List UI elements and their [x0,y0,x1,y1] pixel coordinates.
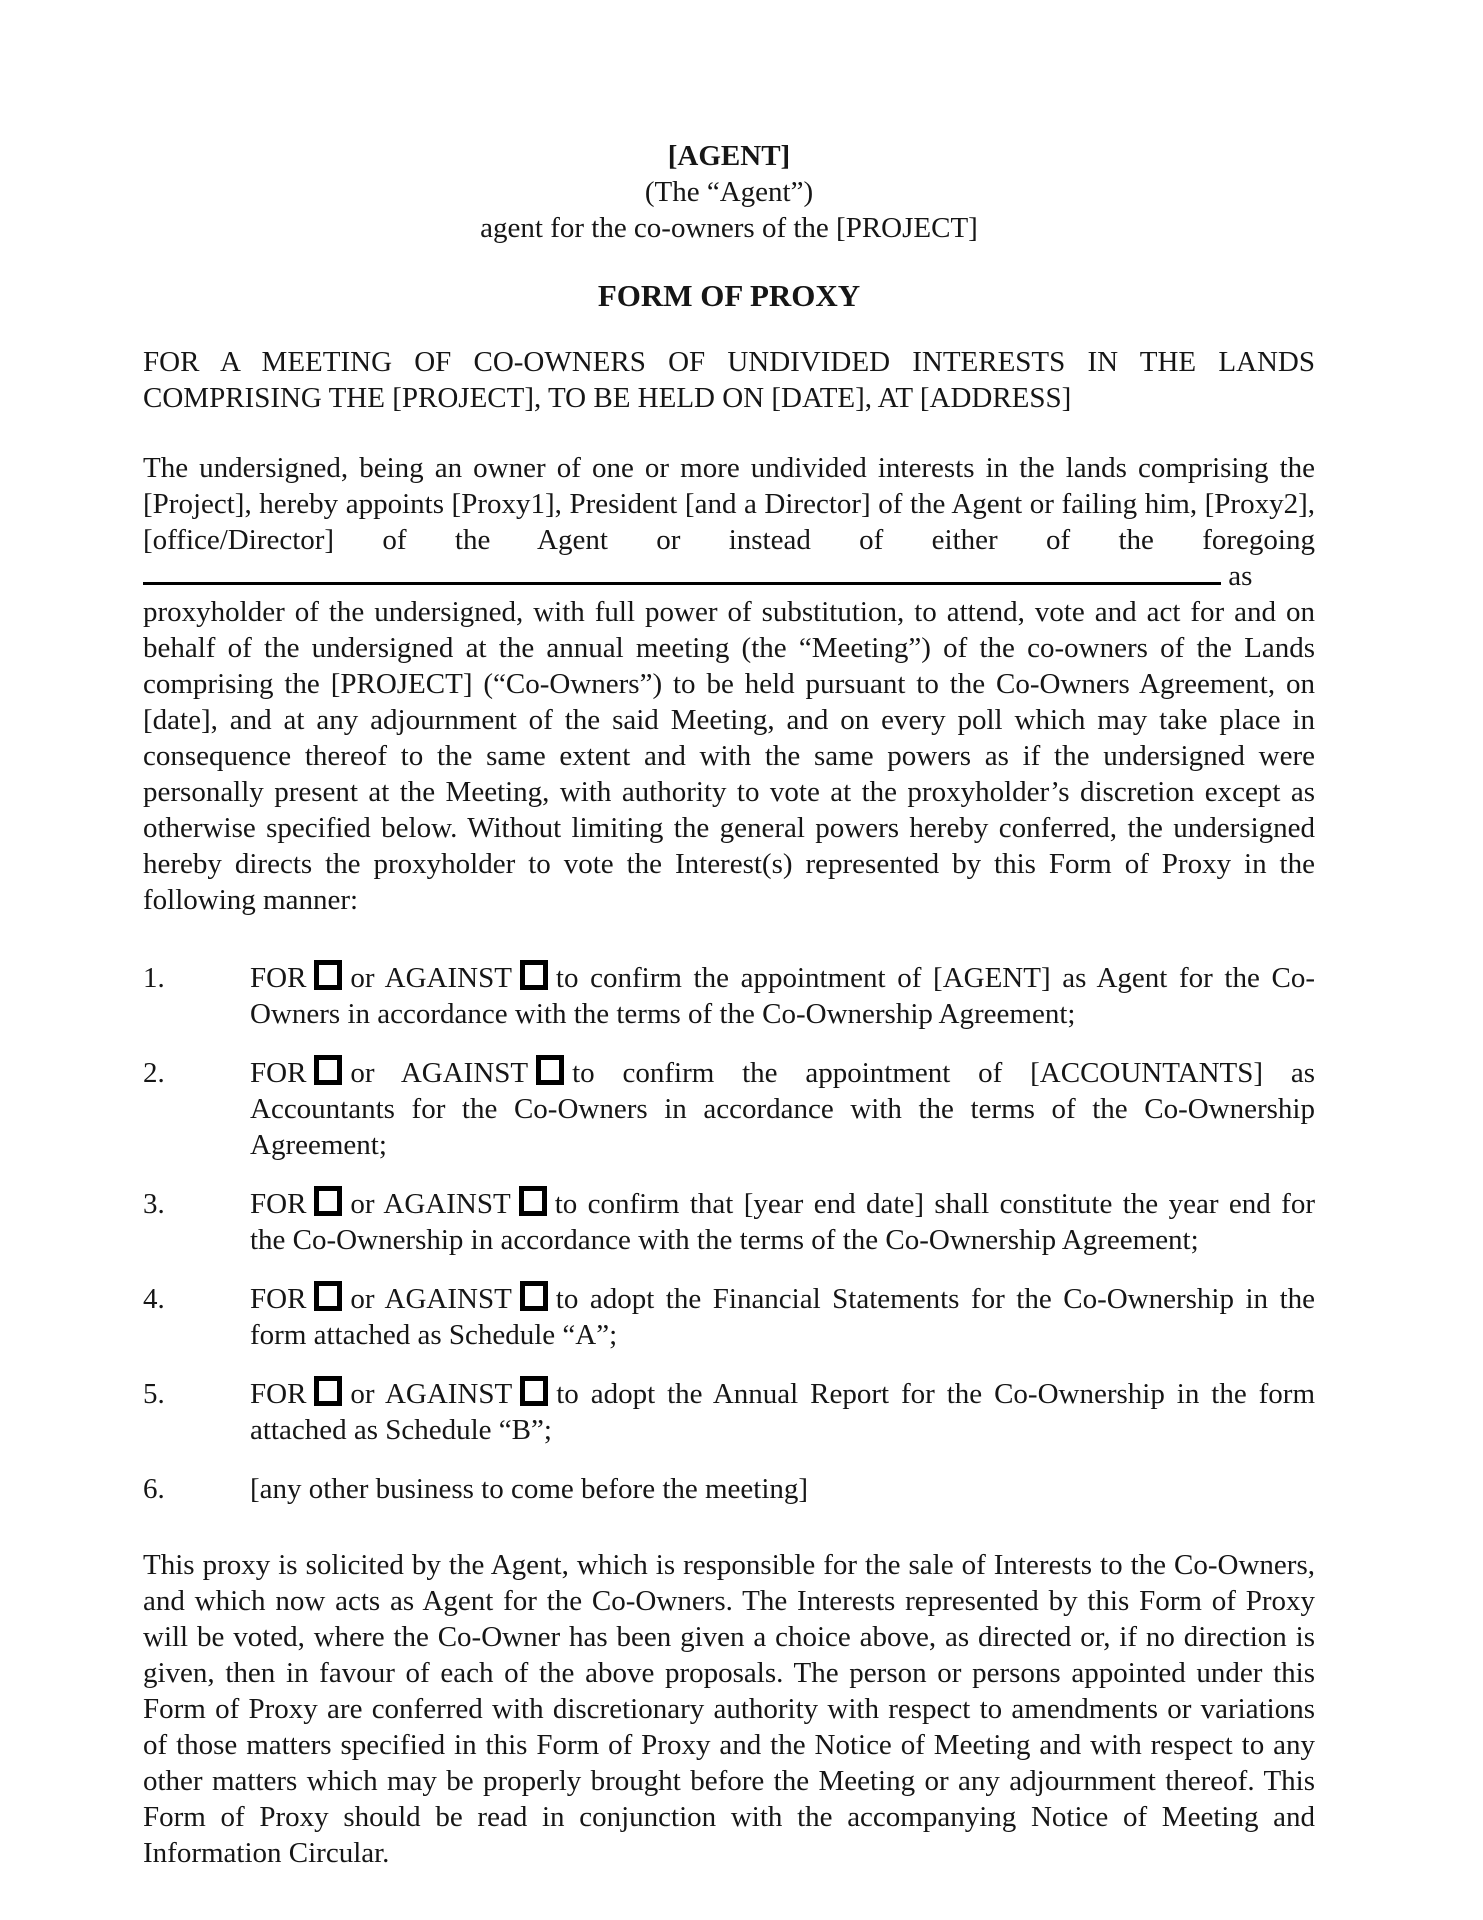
resolution-number: 5. [143,1378,165,1410]
resolution-item-1 [143,960,1315,1032]
against-checkbox[interactable] [520,960,548,990]
resolution-number: 1. [143,962,165,994]
appointment-lead-paragraph: The undersigned, being an owner of one or more undivided interests in the lands comprising the [Project], hereby appoints [Proxy1], President [and a Director] of the Agent or failing him, [Proxy2], [office/Director] of the Agent or instead of either of the foregoing [143,452,1315,556]
agent-role: agent for the co-owners of the [PROJECT] [480,212,978,244]
against-label: AGAINST [400,1057,529,1089]
against-label: AGAINST [384,1378,513,1410]
for-label: FOR [250,1378,307,1410]
resolution-text: [any other business to come before the meeting] [250,1473,809,1505]
resolution-text: to confirm the appointment of [AGENT] as Agent for the Co-Owners in accordance with the terms of the Co-Ownership Agreement; [250,962,1315,1030]
or-label: or [350,1057,375,1089]
resolution-text: to adopt the Financial Statements for the Co-Ownership in the form attached as Schedule “A”; [250,1283,1315,1351]
resolution-item-2 [143,1055,1315,1163]
against-checkbox[interactable] [536,1055,564,1085]
for-checkbox[interactable] [314,1186,342,1216]
or-label: or [350,1283,375,1315]
resolution-number: 3. [143,1188,165,1220]
appointment-body-paragraph: proxyholder of the undersigned, with full power of substitution, to attend, vote and act for and on behalf of the undersigned at the annual meeting (the “Meeting”) of the co-owners of the Lands comprising the [PROJECT] (“Co-Owners”) to be held pursuant to the Co-Owners Agreement, on [date], and at any adjournment of the said Meeting, and on every poll which may take place in consequence thereof to the same extent and with the same powers as if the undersigned were personally present at the Meeting, with authority to vote at the proxyholder’s discretion except as otherwise specified below. Without limiting the general powers hereby conferred, the undersigned hereby directs the proxyholder to vote the Interest(s) represented by this Form of Proxy in the following manner: [143,596,1315,916]
for-checkbox[interactable] [314,960,342,990]
resolution-text: to confirm the appointment of [ACCOUNTANTS] as Accountants for the Co-Owners in accordance with the terms of the Co-Ownership Agreement; [250,1057,1316,1161]
or-label: or [350,1188,375,1220]
meeting-notice: FOR A MEETING OF CO-OWNERS OF UNDIVIDED INTERESTS IN THE LANDS COMPRISING THE [PROJECT], TO BE HELD ON [DATE], AT [ADDRESS] [143,346,1315,414]
resolution-item-6 [143,1471,1315,1507]
against-label: AGAINST [383,1188,511,1220]
agent-name: [AGENT] [667,140,791,172]
against-checkbox[interactable] [520,1281,548,1311]
agent-alias: (The “Agent”) [644,176,814,208]
proxyholder-name-blank[interactable] [143,581,1221,585]
against-label: AGAINST [384,962,512,994]
resolutions-list [143,960,1315,1507]
for-label: FOR [250,962,307,994]
resolution-number: 6. [143,1473,165,1505]
resolution-item-5 [143,1376,1315,1448]
or-label: or [350,1378,375,1410]
page-title: FORM OF PROXY [597,278,861,313]
resolution-text: to adopt the Annual Report for the Co-Ownership in the form attached as Schedule “B”; [250,1378,1315,1446]
blank-suffix-label: as [1228,560,1253,592]
against-label: AGAINST [384,1283,512,1315]
for-checkbox[interactable] [314,1055,342,1085]
resolution-text: to confirm that [year end date] shall constitute the year end for the Co-Ownership in accordance with the terms of the Co-Ownership Agreement; [250,1188,1315,1256]
resolution-number: 2. [143,1057,165,1089]
resolution-number: 4. [143,1283,165,1315]
resolution-item-4 [143,1281,1315,1353]
for-label: FOR [250,1188,307,1220]
proxyholder-name-row [143,558,1315,594]
against-checkbox[interactable] [520,1376,548,1406]
for-label: FOR [250,1057,307,1089]
document-header [143,138,1315,246]
against-checkbox[interactable] [519,1186,547,1216]
solicitation-paragraph: This proxy is solicited by the Agent, which is responsible for the sale of Interests to the Co-Owners, and which now acts as Agent for the Co-Owners. The Interests represented by this Form of Proxy will be voted, where the Co-Owner has been given a choice above, as directed or, if no direction is given, then in favour of each of the above proposals. The person or persons appointed under this Form of Proxy are conferred with discretionary authority with respect to amendments or variations of those matters specified in this Form of Proxy and the Notice of Meeting and with respect to any other matters which may be properly brought before the Meeting or any adjournment thereof. This Form of Proxy should be read in conjunction with the accompanying Notice of Meeting and Information Circular. [143,1549,1315,1869]
for-checkbox[interactable] [314,1281,342,1311]
for-checkbox[interactable] [314,1376,342,1406]
for-label: FOR [250,1283,307,1315]
resolution-item-3 [143,1186,1315,1258]
or-label: or [350,962,375,994]
